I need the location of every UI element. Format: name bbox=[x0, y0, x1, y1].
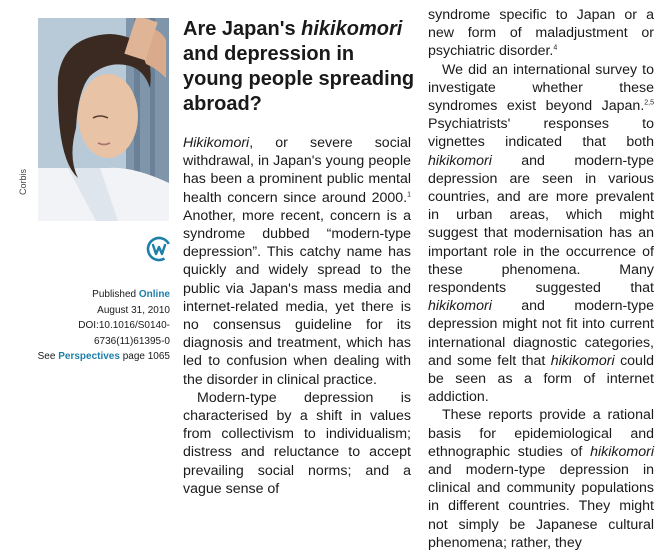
italic-term: hikikomori bbox=[550, 352, 615, 369]
published-date: August 31, 2010 bbox=[97, 304, 170, 316]
paragraph-reports bbox=[428, 406, 654, 552]
paragraph-text: We did an international survey to investigate whether these syndromes exist beyond Japan. bbox=[428, 61, 654, 115]
paragraph-text: and modern-type depression in clinical and community populations in different countries. They might not simply be Japanese cultural phenomena; rather, they bbox=[428, 462, 654, 551]
paragraph-continued bbox=[428, 6, 654, 61]
paragraph-text: syndrome specific to Japan or a new form of maladjustment or psychiatric disorder. bbox=[428, 7, 654, 60]
online-first-logo-icon bbox=[146, 236, 172, 262]
article-title bbox=[183, 17, 415, 117]
paragraph-text: Another, more recent, concern is a syndrome dubbed “modern-type depression”. This catchy name has quickly and widely spread to the public via Japan's mass media and internet-related media, yet there is no consensus guideline for its diagnosis and treatment, which has led to confusion when dealing with the disorder in clinical practice. bbox=[183, 207, 411, 388]
paragraph-text: could be seen as a form of internet addiction. bbox=[428, 352, 654, 406]
italic-term: hikikomori bbox=[590, 443, 654, 460]
see-prefix: See bbox=[37, 351, 59, 362]
woman-photo-illustration bbox=[38, 18, 169, 221]
reference-2-5[interactable]: 2,5 bbox=[644, 99, 654, 107]
see-suffix: page 1065 bbox=[119, 351, 170, 362]
paragraph-text: Psychiatrists' responses to vignettes indicated that both bbox=[428, 116, 654, 151]
italic-term: hikikomori bbox=[428, 152, 492, 169]
reference-4[interactable]: 4 bbox=[553, 44, 558, 52]
paragraph-text: and modern-type depression are seen in various countries, and are more prevalent in urban areas, which might suggest that modernisation has an important role in the occurrence of these phenomena. Many respondents suggested that bbox=[428, 152, 654, 297]
paragraph-intro bbox=[183, 134, 411, 389]
reference-1[interactable]: 1 bbox=[407, 190, 411, 198]
see-also-line bbox=[30, 349, 170, 365]
perspectives-link[interactable]: Perspectives bbox=[58, 351, 120, 362]
doi-line-1: DOI:10.1016/S0140- bbox=[78, 320, 170, 331]
photo-credit: Corbis bbox=[18, 168, 28, 195]
title-part-2: and depression in young people spreading abroad? bbox=[183, 43, 415, 115]
published-online-link[interactable]: Online bbox=[138, 289, 170, 300]
body-column-2 bbox=[428, 6, 654, 552]
italic-term: hikikomori bbox=[428, 298, 492, 315]
paragraph-text: , or severe social withdrawal, in Japan's young people has been a prominent public mental health concern since around 2000. bbox=[183, 135, 411, 206]
paragraph-modern-type: Modern-type depression is characterised by a shift in values from collectivism to individualism; distress and reluctance to accept prevailing social norms; and a vague sense of bbox=[183, 389, 411, 497]
title-italic: hikikomori bbox=[301, 18, 403, 40]
paragraph-text: and modern-type depression might not fit into current international diagnostic categories, and some felt that bbox=[428, 298, 654, 369]
article-photo bbox=[38, 18, 169, 221]
paragraph-survey bbox=[428, 61, 654, 407]
published-prefix: Published bbox=[92, 289, 139, 300]
lead-term: Hikikomori bbox=[183, 135, 250, 151]
article-metadata bbox=[30, 287, 170, 365]
title-part-1: Are Japan's bbox=[183, 18, 302, 40]
doi-line-2: 6736(11)61395-0 bbox=[94, 335, 170, 347]
body-column-1 bbox=[183, 134, 411, 498]
published-line bbox=[30, 287, 170, 303]
paragraph-text: These reports provide a rational basis for epidemiological and ethnographic studies of bbox=[428, 407, 654, 460]
